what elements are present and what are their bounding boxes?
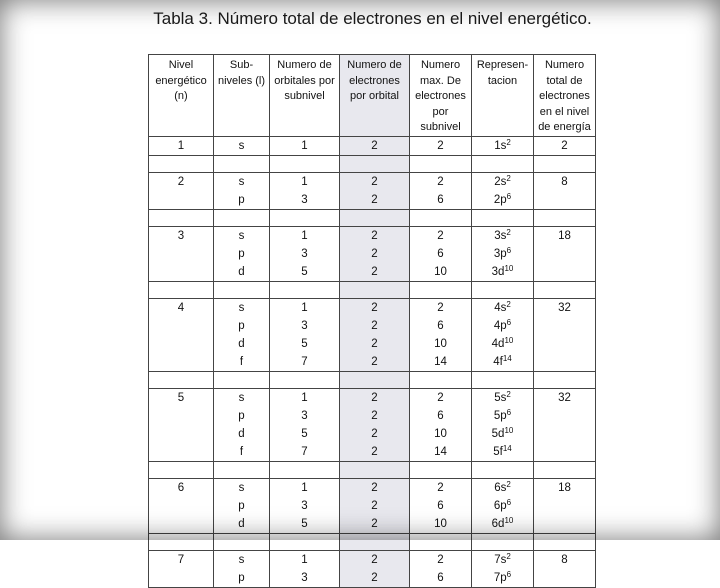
representacion-base: 5f [493, 445, 503, 458]
orbitales-value: 5 [301, 427, 308, 440]
cell-nivel [149, 478, 214, 533]
electrones-orbital-value: 2 [371, 337, 378, 350]
max-value: 2 [437, 301, 444, 314]
spacer-cell [149, 209, 214, 226]
electrones-orbital-value: 2 [371, 445, 378, 458]
representacion-base: 5d [491, 427, 505, 440]
orbitales-value: 1 [301, 481, 308, 494]
header-total: Numero total de electrones en el nivel de energía [534, 55, 596, 137]
representacion-exponent: 2 [506, 173, 511, 183]
subnivel-value: f [239, 355, 244, 368]
cell-nivel [149, 388, 214, 461]
electrones-orbital-value: 2 [371, 175, 378, 188]
representacion-exponent: 14 [502, 443, 512, 453]
electrones-orbital-value: 2 [371, 193, 378, 206]
spacer-cell [472, 371, 534, 388]
spacer-cell [534, 155, 596, 172]
representacion-value [472, 245, 533, 263]
cell-max [410, 136, 472, 155]
spacer-cell [534, 461, 596, 478]
orbitales-value: 1 [301, 139, 308, 152]
electrones-orbital-value: 2 [371, 481, 378, 494]
subnivel-value: s [238, 553, 245, 566]
cell-orbitales [270, 298, 340, 371]
subnivel-value: p [238, 409, 245, 422]
subnivel-value: s [238, 391, 245, 404]
spacer-cell [270, 371, 340, 388]
spacer-cell [149, 533, 214, 550]
cell-orbitales [270, 388, 340, 461]
representacion-exponent: 10 [504, 335, 514, 345]
orbitales-value: 5 [301, 517, 308, 530]
representacion-exponent: 6 [506, 569, 512, 579]
cell-max [410, 226, 472, 281]
cell-subnivel [214, 172, 270, 209]
electrones-orbital-value: 2 [371, 499, 378, 512]
cell-subnivel [214, 226, 270, 281]
cell-orbitales [270, 478, 340, 533]
orbitales-value: 3 [301, 571, 308, 584]
spacer-cell [340, 461, 410, 478]
max-value: 2 [437, 139, 444, 152]
spacer-cell [410, 461, 472, 478]
representacion-exponent: 2 [506, 137, 511, 147]
nivel-value: 3 [177, 229, 185, 242]
max-value: 14 [434, 445, 447, 458]
cell-max [410, 478, 472, 533]
spacer-cell [270, 281, 340, 298]
representacion-base: 2p [493, 193, 507, 206]
cell-representacion [472, 172, 534, 209]
electron-table [148, 54, 596, 588]
spacer-cell [410, 209, 472, 226]
nivel-value: 4 [177, 301, 185, 314]
header-max-electrones: Numero max. De electrones por subnivel [410, 55, 472, 137]
cell-representacion [472, 226, 534, 281]
representacion-base: 4d [491, 337, 505, 350]
spacer-cell [340, 371, 410, 388]
cell-representacion [472, 298, 534, 371]
spacer-cell [534, 281, 596, 298]
spacer-cell [472, 281, 534, 298]
electrones-orbital-value: 2 [371, 517, 378, 530]
cell-representacion [472, 388, 534, 461]
subnivel-value: d [238, 337, 245, 350]
header-row [149, 55, 596, 137]
orbitales-value: 3 [301, 193, 308, 206]
cell-total [534, 298, 596, 371]
electrones-orbital-value: 2 [371, 391, 378, 404]
spacer-cell [472, 209, 534, 226]
representacion-value [472, 479, 533, 497]
cell-orbitales [270, 226, 340, 281]
spacer-cell [214, 371, 270, 388]
representacion-value [472, 515, 533, 533]
spacer-cell [534, 371, 596, 388]
cell-orbitales [270, 550, 340, 587]
representacion-exponent: 6 [506, 245, 512, 255]
orbitales-value: 1 [301, 229, 308, 242]
representacion-exponent: 2 [506, 299, 511, 309]
spacer-cell [472, 461, 534, 478]
subnivel-value: s [238, 175, 245, 188]
max-value: 6 [437, 247, 444, 260]
table-row [149, 226, 596, 281]
representacion-base: 3s [494, 229, 507, 242]
representacion-exponent: 10 [504, 425, 514, 435]
representacion-exponent: 6 [506, 407, 512, 417]
representacion-base: 1s [494, 139, 507, 152]
electrones-orbital-value: 2 [371, 571, 378, 584]
electrones-orbital-value: 2 [371, 301, 378, 314]
spacer-row [149, 281, 596, 298]
spacer-cell [340, 533, 410, 550]
table-row [149, 298, 596, 371]
representacion-exponent: 2 [506, 551, 511, 561]
spacer-cell [270, 533, 340, 550]
cell-total [534, 550, 596, 587]
cell-orbitales [270, 172, 340, 209]
total-value: 18 [558, 481, 571, 494]
max-value: 6 [437, 409, 444, 422]
representacion-value [472, 137, 533, 155]
spacer-cell [534, 209, 596, 226]
header-nivel: Nivel energético (n) [149, 55, 214, 137]
spacer-cell [149, 461, 214, 478]
table-row [149, 136, 596, 155]
spacer-cell [410, 155, 472, 172]
spacer-cell [149, 371, 214, 388]
cell-electrones-orbital [340, 388, 410, 461]
representacion-value [472, 389, 533, 407]
spacer-cell [340, 209, 410, 226]
electrones-orbital-value: 2 [371, 553, 378, 566]
cell-subnivel [214, 136, 270, 155]
subnivel-value: f [239, 445, 244, 458]
max-value: 2 [437, 391, 444, 404]
max-value: 14 [434, 355, 447, 368]
cell-total [534, 172, 596, 209]
representacion-value [472, 263, 533, 281]
max-value: 6 [437, 571, 444, 584]
representacion-value [472, 227, 533, 245]
electrones-orbital-value: 2 [371, 409, 378, 422]
spacer-cell [340, 281, 410, 298]
representacion-value [472, 191, 533, 209]
representacion-value [472, 299, 533, 317]
orbitales-value: 7 [301, 355, 308, 368]
max-value: 2 [437, 229, 444, 242]
electrones-orbital-value: 2 [371, 139, 378, 152]
orbitales-value: 3 [301, 319, 308, 332]
table-row [149, 388, 596, 461]
representacion-base: 5p [493, 409, 507, 422]
nivel-value: 2 [177, 175, 185, 188]
subnivel-value: d [238, 265, 245, 278]
representacion-value [472, 173, 533, 191]
total-value: 8 [561, 175, 568, 188]
subnivel-value: d [238, 517, 245, 530]
subnivel-value: s [238, 481, 245, 494]
max-value: 10 [434, 337, 447, 350]
orbitales-value: 3 [301, 247, 308, 260]
electrones-orbital-value: 2 [371, 427, 378, 440]
electrones-orbital-value: 2 [371, 319, 378, 332]
representacion-base: 6p [493, 499, 507, 512]
cell-electrones-orbital [340, 550, 410, 587]
cell-nivel [149, 550, 214, 587]
table-row [149, 478, 596, 533]
cell-orbitales [270, 136, 340, 155]
representacion-value [472, 317, 533, 335]
representacion-exponent: 2 [506, 227, 511, 237]
cell-electrones-orbital [340, 172, 410, 209]
representacion-base: 4f [493, 355, 503, 368]
spacer-cell [149, 281, 214, 298]
cell-total [534, 136, 596, 155]
representacion-base: 3p [493, 247, 507, 260]
orbitales-value: 5 [301, 337, 308, 350]
cell-representacion [472, 478, 534, 533]
max-value: 6 [437, 193, 444, 206]
cell-representacion [472, 136, 534, 155]
representacion-value [472, 569, 533, 587]
spacer-cell [534, 533, 596, 550]
representacion-exponent: 14 [502, 353, 512, 363]
representacion-base: 4p [493, 319, 507, 332]
max-value: 10 [434, 265, 447, 278]
representacion-value [472, 443, 533, 461]
spacer-row [149, 155, 596, 172]
representacion-value [472, 353, 533, 371]
representacion-value [472, 551, 533, 569]
representacion-exponent: 10 [504, 515, 514, 525]
max-value: 6 [437, 319, 444, 332]
spacer-cell [270, 155, 340, 172]
nivel-value: 6 [177, 481, 185, 494]
spacer-cell [214, 281, 270, 298]
electrones-orbital-value: 2 [371, 247, 378, 260]
spacer-row [149, 461, 596, 478]
representacion-exponent: 2 [506, 479, 511, 489]
subnivel-value: s [238, 139, 245, 152]
cell-electrones-orbital [340, 226, 410, 281]
orbitales-value: 1 [301, 175, 308, 188]
spacer-cell [270, 209, 340, 226]
cell-electrones-orbital [340, 478, 410, 533]
total-value: 18 [558, 229, 571, 242]
spacer-cell [472, 533, 534, 550]
representacion-value [472, 407, 533, 425]
cell-subnivel [214, 550, 270, 587]
representacion-exponent: 2 [506, 389, 511, 399]
nivel-value: 1 [177, 139, 185, 152]
max-value: 6 [437, 499, 444, 512]
subnivel-value: s [238, 301, 245, 314]
spacer-cell [214, 155, 270, 172]
cell-representacion [472, 550, 534, 587]
electrones-orbital-value: 2 [371, 355, 378, 368]
total-value: 2 [561, 139, 568, 152]
cell-electrones-orbital [340, 136, 410, 155]
subnivel-value: p [238, 193, 245, 206]
total-value: 32 [558, 391, 571, 404]
orbitales-value: 1 [301, 553, 308, 566]
spacer-cell [410, 281, 472, 298]
subnivel-value: d [238, 427, 245, 440]
subnivel-value: p [238, 571, 245, 584]
representacion-base: 6s [494, 481, 507, 494]
representacion-value [472, 497, 533, 515]
cell-subnivel [214, 388, 270, 461]
representacion-base: 7s [494, 553, 507, 566]
spacer-cell [410, 533, 472, 550]
max-value: 10 [434, 517, 447, 530]
total-value: 32 [558, 301, 571, 314]
spacer-cell [214, 209, 270, 226]
subnivel-value: p [238, 499, 245, 512]
cell-nivel [149, 226, 214, 281]
spacer-cell [472, 155, 534, 172]
spacer-row [149, 533, 596, 550]
header-electrones-orbital: Numero de electrones por orbital [340, 55, 410, 137]
electrones-orbital-value: 2 [371, 265, 378, 278]
cell-subnivel [214, 298, 270, 371]
cell-max [410, 172, 472, 209]
orbitales-value: 5 [301, 265, 308, 278]
table-title: Tabla 3. Número total de electrones en el nivel energético. [153, 9, 592, 28]
representacion-exponent: 6 [506, 191, 512, 201]
cell-max [410, 298, 472, 371]
cell-nivel [149, 172, 214, 209]
spacer-cell [340, 155, 410, 172]
max-value: 2 [437, 175, 444, 188]
spacer-row [149, 371, 596, 388]
orbitales-value: 7 [301, 445, 308, 458]
table-row [149, 550, 596, 587]
cell-total [534, 478, 596, 533]
cell-electrones-orbital [340, 298, 410, 371]
spacer-cell [214, 533, 270, 550]
orbitales-value: 3 [301, 499, 308, 512]
cell-total [534, 226, 596, 281]
header-orbitales: Numero de orbitales por subnivel [270, 55, 340, 137]
nivel-value: 5 [177, 391, 185, 404]
total-value: 8 [561, 553, 568, 566]
electrones-orbital-value: 2 [371, 229, 378, 242]
cell-nivel [149, 298, 214, 371]
spacer-cell [410, 371, 472, 388]
representacion-base: 4s [494, 301, 507, 314]
spacer-cell [149, 155, 214, 172]
spacer-cell [270, 461, 340, 478]
cell-total [534, 388, 596, 461]
representacion-base: 5s [494, 391, 507, 404]
orbitales-value: 1 [301, 391, 308, 404]
cell-nivel [149, 136, 214, 155]
nivel-value: 7 [177, 553, 185, 566]
representacion-base: 7p [493, 571, 507, 584]
representacion-value [472, 425, 533, 443]
representacion-base: 2s [494, 175, 507, 188]
cell-max [410, 388, 472, 461]
subnivel-value: p [238, 319, 245, 332]
spacer-cell [214, 461, 270, 478]
representacion-value [472, 335, 533, 353]
representacion-exponent: 6 [506, 497, 512, 507]
max-value: 2 [437, 553, 444, 566]
max-value: 10 [434, 427, 447, 440]
representacion-exponent: 6 [506, 317, 512, 327]
representacion-exponent: 10 [504, 263, 514, 273]
orbitales-value: 1 [301, 301, 308, 314]
cell-subnivel [214, 478, 270, 533]
table-row [149, 172, 596, 209]
representacion-base: 3d [491, 265, 505, 278]
subnivel-value: s [238, 229, 245, 242]
max-value: 2 [437, 481, 444, 494]
cell-max [410, 550, 472, 587]
orbitales-value: 3 [301, 409, 308, 422]
representacion-base: 6d [491, 517, 505, 530]
subnivel-value: p [238, 247, 245, 260]
spacer-row [149, 209, 596, 226]
header-representacion: Represen-tacion [472, 55, 534, 137]
header-subniveles: Sub-niveles (l) [214, 55, 270, 137]
